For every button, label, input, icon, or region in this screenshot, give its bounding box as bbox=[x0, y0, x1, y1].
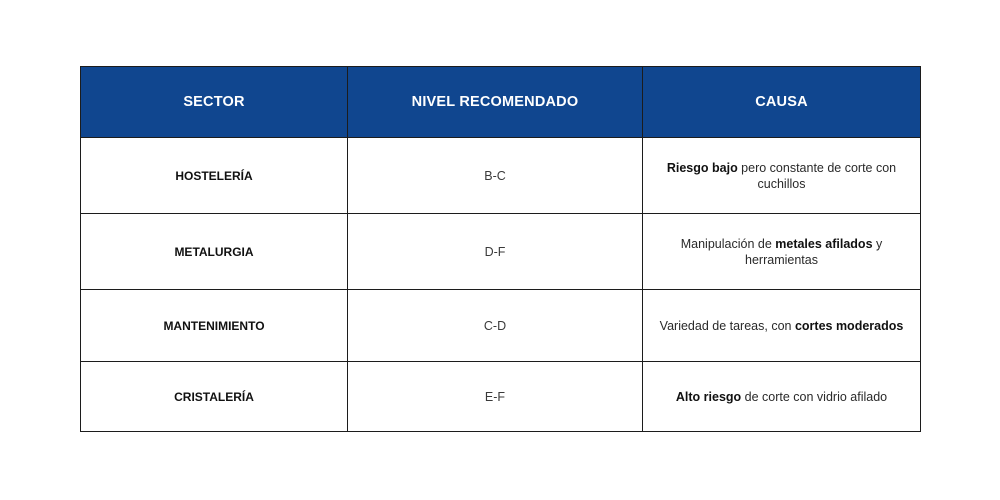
table-header bbox=[81, 67, 921, 138]
level-cell: B-C bbox=[348, 138, 643, 214]
sector-cell: HOSTELERÍA bbox=[81, 138, 348, 214]
table-body bbox=[81, 138, 921, 432]
sector-cell: MANTENIMIENTO bbox=[81, 290, 348, 362]
sector-cell: METALURGIA bbox=[81, 214, 348, 290]
recommendation-table bbox=[80, 66, 921, 432]
cause-emphasis: Alto riesgo bbox=[675, 389, 742, 404]
level-cell: D-F bbox=[348, 214, 643, 290]
level-cell: C-D bbox=[348, 290, 643, 362]
header-level: NIVEL RECOMENDADO bbox=[348, 67, 643, 138]
table-row bbox=[81, 138, 921, 214]
level-cell: E-F bbox=[348, 362, 643, 432]
table-row bbox=[81, 362, 921, 432]
cause-emphasis: cortes moderados bbox=[794, 318, 904, 333]
cause-text: de corte con vidrio afilado bbox=[741, 389, 888, 404]
header-cause: CAUSA bbox=[643, 67, 921, 138]
cause-cell bbox=[643, 138, 921, 214]
cause-text: pero constante de corte con cuchillos bbox=[737, 160, 897, 191]
table-row bbox=[81, 290, 921, 362]
cause-cell bbox=[643, 290, 921, 362]
header-row bbox=[81, 67, 921, 138]
cause-emphasis: metales afilados bbox=[775, 236, 873, 251]
cause-emphasis: Riesgo bajo bbox=[666, 160, 738, 175]
cause-cell bbox=[643, 214, 921, 290]
cause-text: y herramientas bbox=[745, 236, 883, 267]
cause-text: Manipulación de bbox=[680, 236, 776, 251]
sector-cell: CRISTALERÍA bbox=[81, 362, 348, 432]
header-sector: SECTOR bbox=[81, 67, 348, 138]
cause-text: Variedad de tareas, con bbox=[659, 318, 795, 333]
cause-cell bbox=[643, 362, 921, 432]
table-row bbox=[81, 214, 921, 290]
